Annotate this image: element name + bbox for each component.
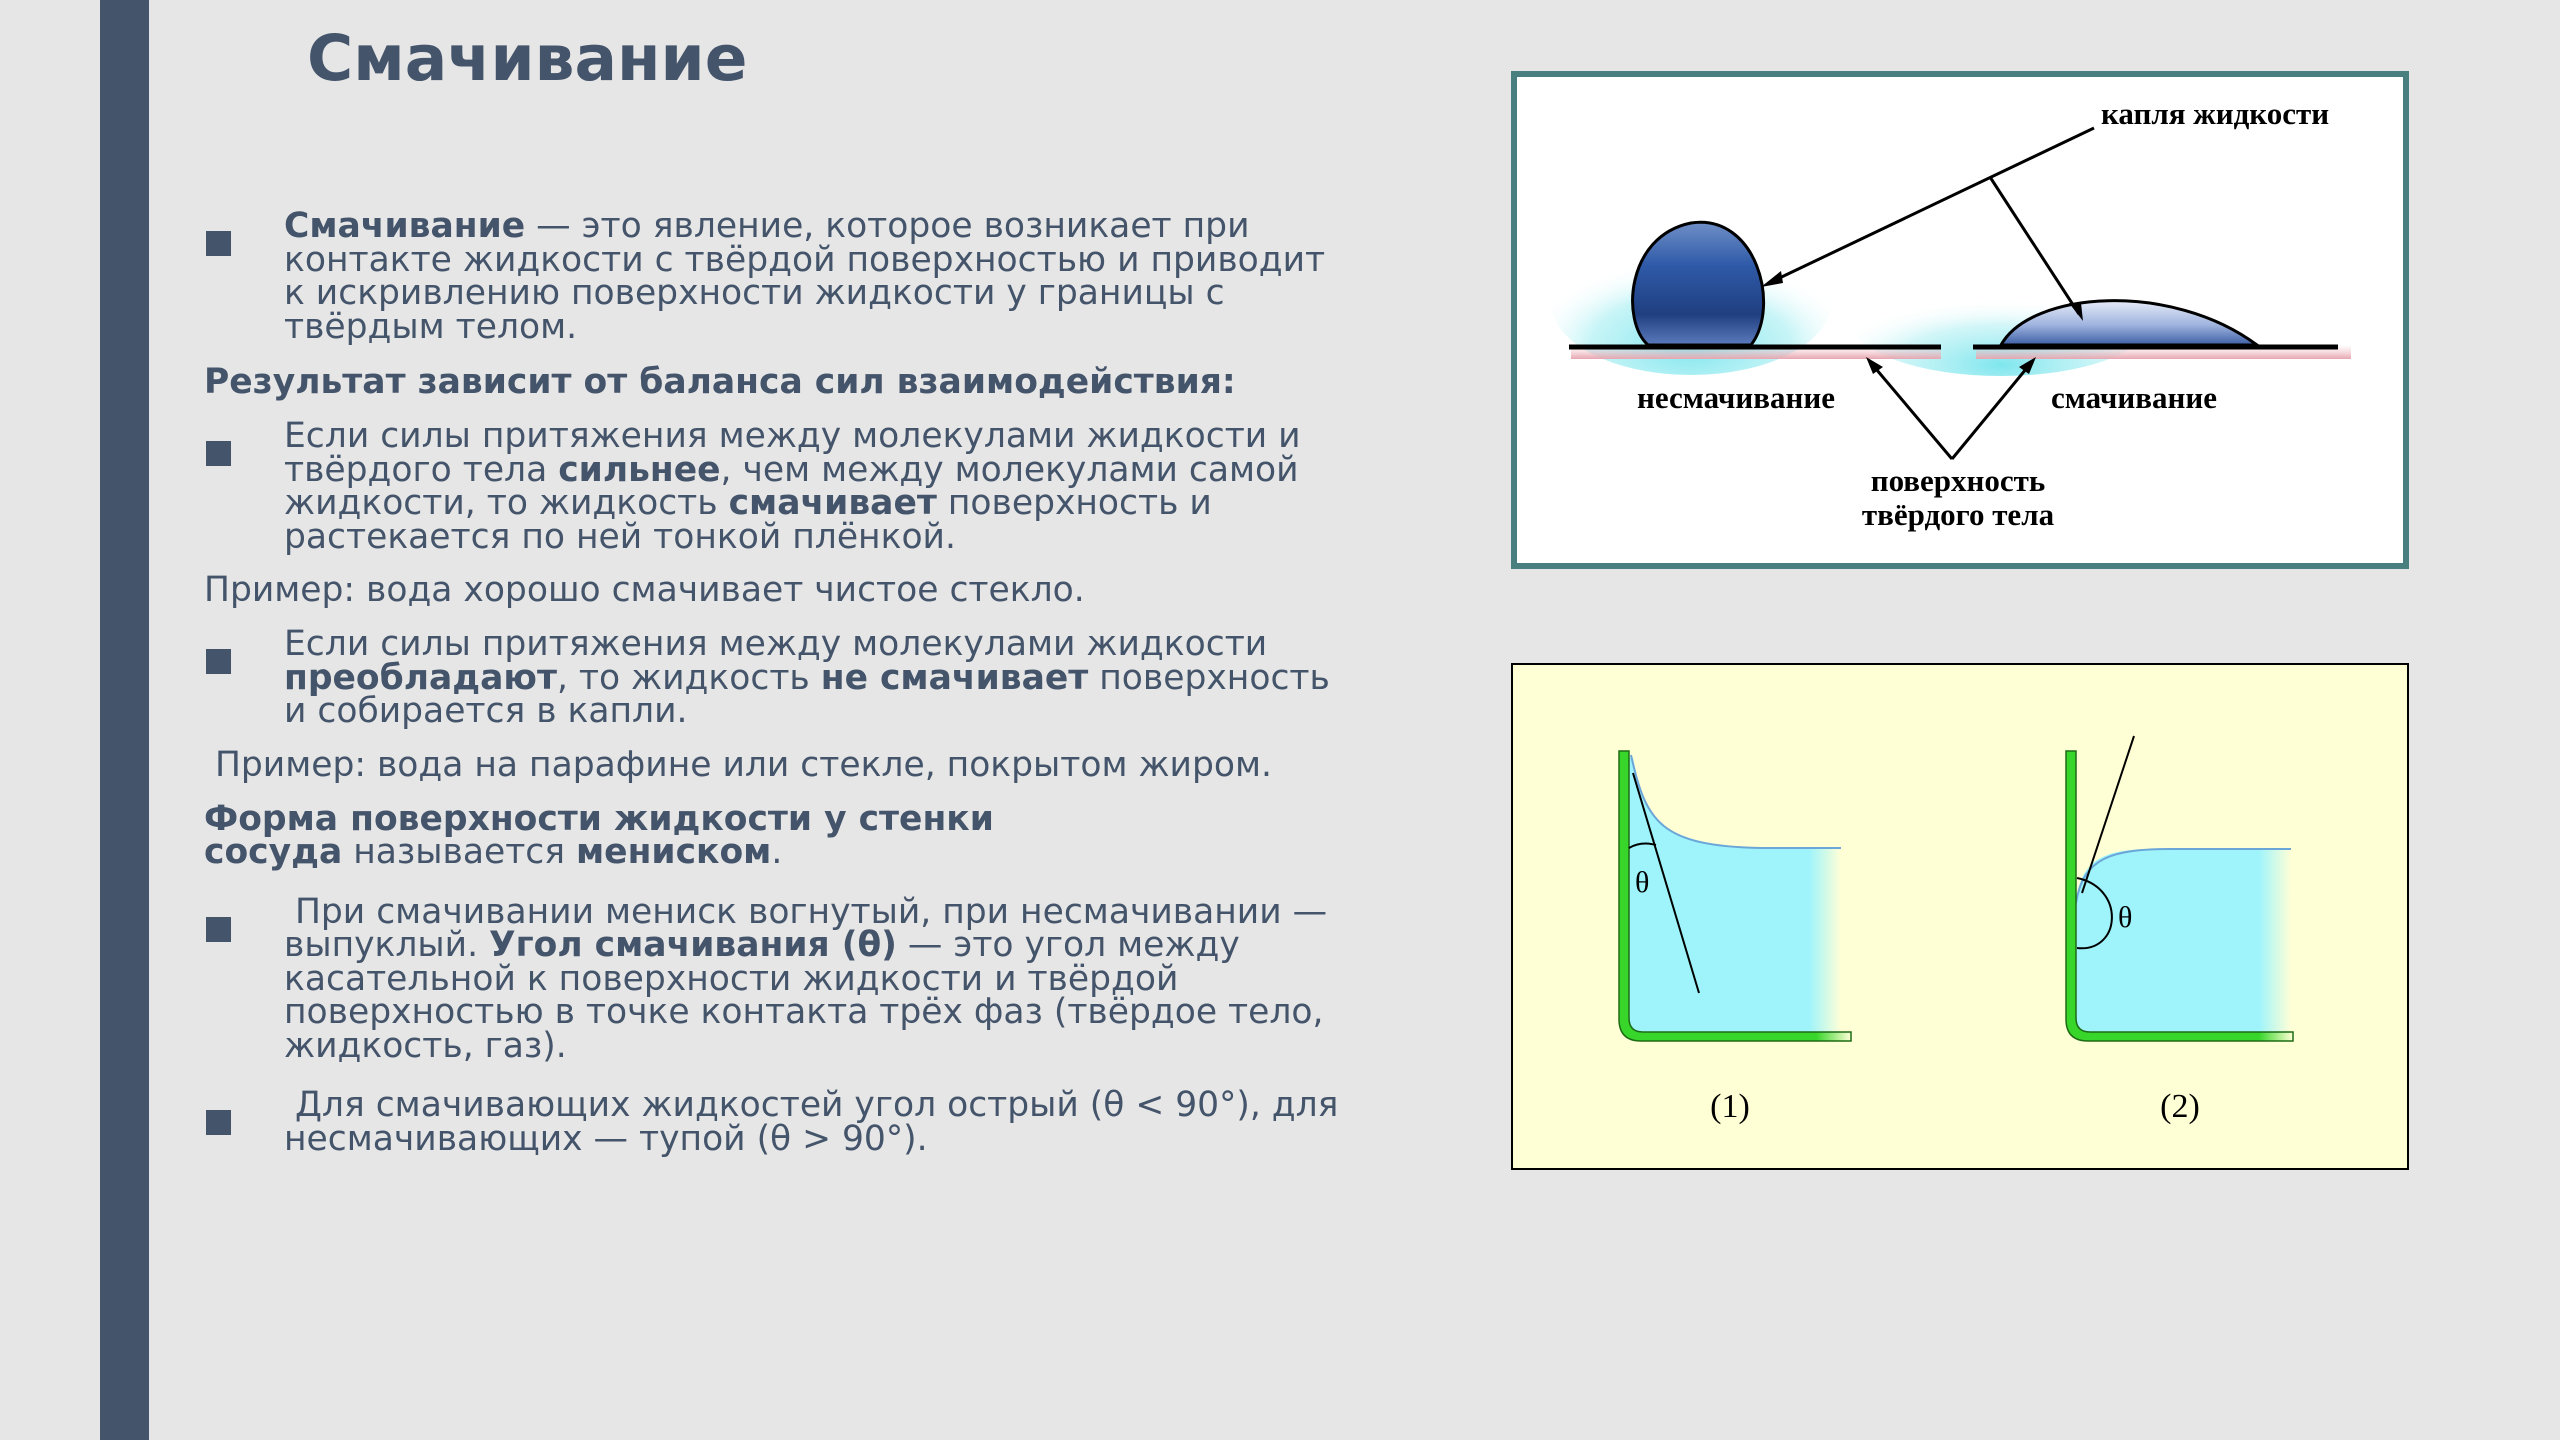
bold-run: Угол смачивания (θ) <box>489 925 897 965</box>
drops-figure <box>1511 71 2409 569</box>
bold-run: преобладают <box>284 657 557 698</box>
bold-run: мениском <box>575 832 772 872</box>
slide-body <box>204 206 1350 1159</box>
square-bullet-icon <box>206 441 231 466</box>
text-run: Если силы притяжения между молекулами жидкости и твёрдого тела <box>284 416 1301 490</box>
term-wetting: Смачивание <box>284 206 526 246</box>
text-run: Если силы притяжения между молекулами жидкости <box>284 624 1268 664</box>
bold-run: не смачивает <box>820 657 1089 698</box>
bullet-nonwetting <box>204 624 1344 731</box>
label-wetting: смачивание <box>2051 380 2217 415</box>
meniscus-paragraph <box>204 798 1034 872</box>
vessel-label-1: (1) <box>1710 1088 1750 1125</box>
bullet-definition <box>204 206 1344 347</box>
label-nonwetting: несмачивание <box>1637 380 1835 415</box>
square-bullet-icon <box>206 649 231 674</box>
bold-run: смачивает <box>728 483 937 523</box>
text-run: При смачивании мениск вогнутый, при несмачивании — выпуклый. <box>284 891 1339 965</box>
label-drop: капля жидкости <box>2101 96 2330 131</box>
bullet-contact-angle <box>204 891 1344 1066</box>
square-bullet-icon <box>206 917 231 942</box>
text-run: , то жидкость <box>556 657 821 698</box>
text-run: поверхность и собирается в капли. <box>284 657 1330 731</box>
bullet-wetting <box>204 416 1344 557</box>
example-paraffin: Пример: вода на парафине или стекле, покрытом жиром. <box>204 744 1272 785</box>
text-run: Для смачивающих жидкостей угол острый (θ < 90°), для несмачивающих — тупой (θ > 90°). <box>284 1085 1350 1159</box>
bullet-angle-values <box>204 1085 1350 1159</box>
label-surface-line1: поверхность <box>1870 463 2046 498</box>
liquid-vessel-2 <box>2076 849 2291 1033</box>
text-run: называется <box>342 832 576 872</box>
vessel-label-2: (2) <box>2160 1088 2200 1125</box>
definition-text: — это явление, которое возникает при контакте жидкости с твёрдой поверхностью и приводит к искривлению поверхности жидкости у границы с твёрдым телом. <box>284 206 1326 347</box>
text-run: , чем между молекулами самой жидкости, то жидкость <box>284 449 1299 523</box>
subheading-balance: Результат зависит от баланса сил взаимодействия: <box>204 362 1236 402</box>
text-run: поверхность и растекается по ней тонкой плёнкой. <box>284 483 1212 557</box>
example-glass: Пример: вода хорошо смачивает чистое стекло. <box>204 570 1085 610</box>
bold-run: сильнее <box>558 449 721 490</box>
theta-label-1: θ <box>1635 866 1650 899</box>
meniscus-figure <box>1511 663 2409 1170</box>
label-surface-line2: твёрдого тела <box>1861 497 2055 532</box>
accent-sidebar <box>100 0 149 1440</box>
bold-run: Форма поверхности жидкости у стенки сосуда <box>204 798 994 872</box>
square-bullet-icon <box>206 231 231 256</box>
text-run: — это угол между касательной к поверхности жидкости и твёрдой поверхностью в точке контакта трёх фаз (твёрдое тело, жидкость, газ). <box>284 925 1324 1066</box>
slide-title: Смачивание <box>307 22 748 95</box>
square-bullet-icon <box>206 1110 231 1135</box>
theta-label-2: θ <box>2118 901 2133 934</box>
text-run: . <box>771 832 783 872</box>
